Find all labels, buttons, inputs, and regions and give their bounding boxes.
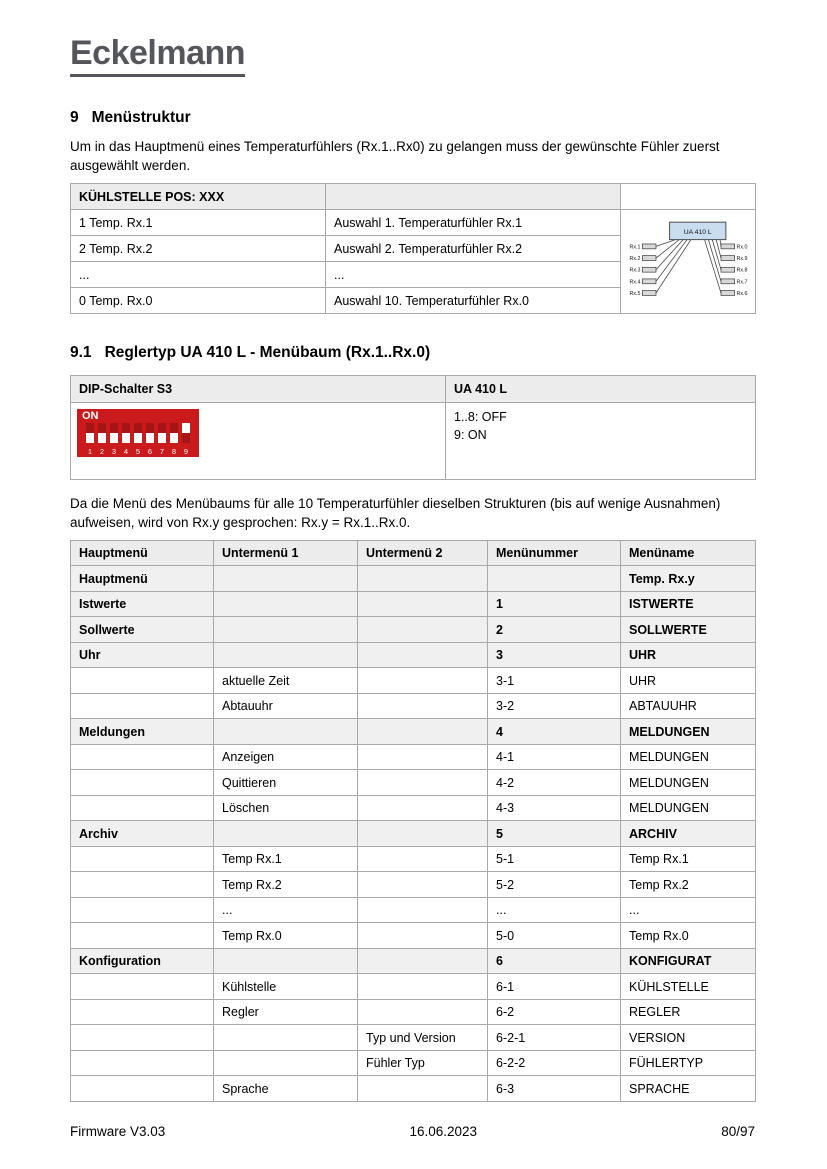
menu-table-cell	[71, 1025, 214, 1051]
menu-table-cell: REGLER	[621, 999, 756, 1025]
dip-switch-handle	[86, 433, 94, 443]
menu-table-cell	[358, 974, 488, 1000]
selection-table-row	[71, 210, 756, 236]
menu-table-cell: Temp. Rx.y	[621, 566, 756, 592]
menu-table-cell: 6-1	[488, 974, 621, 1000]
menu-table-cell	[488, 566, 621, 592]
menu-table-cell	[71, 693, 214, 719]
menu-table-cell: ...	[621, 897, 756, 923]
menu-table-cell: Temp Rx.1	[621, 846, 756, 872]
menu-table-cell: MELDUNGEN	[621, 744, 756, 770]
menu-table-cell	[214, 617, 358, 643]
menu-table-cell	[71, 795, 214, 821]
menu-table-cell: Sprache	[214, 1076, 358, 1102]
selection-table-cell: ...	[326, 262, 621, 288]
menu-table-cell: ABTAUUHR	[621, 693, 756, 719]
menu-table-cell: 2	[488, 617, 621, 643]
dip-switch-handle	[110, 433, 118, 443]
menu-table-cell: Konfiguration	[71, 948, 214, 974]
menu-tree-table	[70, 540, 756, 1102]
menu-table-cell: 4-1	[488, 744, 621, 770]
menu-table-cell: Quittieren	[214, 770, 358, 796]
menu-table-cell: 5-1	[488, 846, 621, 872]
section-9-1-number: 9.1	[70, 344, 92, 361]
menu-table-cell: 5-0	[488, 923, 621, 949]
dip-switch-number: 8	[171, 447, 177, 456]
menu-table-cell	[214, 1050, 358, 1076]
menu-table-cell	[358, 642, 488, 668]
menu-table-cell: Temp Rx.1	[214, 846, 358, 872]
footer-date: 16.06.2023	[409, 1124, 478, 1139]
menu-table-cell: aktuelle Zeit	[214, 668, 358, 694]
dip-on-label: ON	[82, 410, 99, 422]
menu-table-row	[71, 1025, 756, 1051]
menu-table-row	[71, 770, 756, 796]
controller-wiring-diagram	[623, 215, 754, 305]
eckelmann-logo: Eckelmann	[70, 36, 245, 77]
menu-table-row	[71, 1050, 756, 1076]
port-label: Rx.8	[736, 267, 748, 274]
menu-table-cell: 6-2-1	[488, 1025, 621, 1051]
section-9-1-title: Reglertyp UA 410 L - Menübaum (Rx.1..Rx.0)	[104, 344, 431, 361]
menu-table-cell: VERSION	[621, 1025, 756, 1051]
menu-table-row	[71, 872, 756, 898]
dip-switch-number: 6	[147, 447, 153, 456]
port-label: Rx.9	[736, 256, 748, 262]
menu-table-cell	[358, 668, 488, 694]
dip-switch-5	[134, 423, 142, 443]
menu-table-cell	[358, 923, 488, 949]
menu-table-row	[71, 1076, 756, 1102]
menu-table-cell	[358, 591, 488, 617]
menu-table-cell	[71, 770, 214, 796]
port-label: Rx.7	[736, 279, 748, 286]
dip-switch-handle	[146, 433, 154, 443]
menu-table-cell	[358, 821, 488, 847]
diagram-cell	[621, 210, 756, 314]
port-label: Rx.6	[736, 290, 748, 297]
menu-table-column-header: Menünummer	[488, 541, 621, 566]
menu-table-cell: ISTWERTE	[621, 591, 756, 617]
menu-table-cell: 3-2	[488, 693, 621, 719]
section-9-title: Menüstruktur	[91, 108, 191, 126]
dip-switch-7	[158, 423, 166, 443]
menu-table-cell: Temp Rx.0	[214, 923, 358, 949]
menu-table-cell: Fühler Typ	[358, 1050, 488, 1076]
menu-table-cell: Temp Rx.2	[621, 872, 756, 898]
selection-table-cell: ...	[71, 262, 326, 288]
menu-table-cell	[71, 668, 214, 694]
page-footer	[70, 1124, 755, 1139]
dip-table-body-row	[71, 403, 756, 480]
section-9-1-heading	[70, 344, 755, 362]
menu-table-cell: Löschen	[214, 795, 358, 821]
menu-table-row	[71, 591, 756, 617]
dip-number-row	[86, 447, 190, 456]
menu-table-cell: MELDUNGEN	[621, 719, 756, 745]
menu-table-cell	[214, 821, 358, 847]
menu-table-cell: Abtauuhr	[214, 693, 358, 719]
menu-table-cell: 5	[488, 821, 621, 847]
menu-table-cell: 5-2	[488, 872, 621, 898]
menu-table-cell	[358, 897, 488, 923]
menu-table-column-header: Untermenü 2	[358, 541, 488, 566]
dip-table-header-row	[71, 376, 756, 403]
menu-table-row	[71, 795, 756, 821]
menu-table-column-header: Hauptmenü	[71, 541, 214, 566]
footer-firmware-version: Firmware V3.03	[70, 1124, 166, 1139]
dip-switch-handle	[134, 433, 142, 443]
dip-switch-2	[98, 423, 106, 443]
menu-table-cell: 1	[488, 591, 621, 617]
menu-table-cell	[71, 1076, 214, 1102]
selection-table-header-row	[71, 184, 756, 210]
menu-table-cell	[71, 1050, 214, 1076]
menu-table-cell	[71, 744, 214, 770]
device-label: UA 410 L	[683, 228, 712, 236]
menu-table-cell: Sollwerte	[71, 617, 214, 643]
menu-table-cell: Regler	[214, 999, 358, 1025]
dip-settings-cell	[446, 403, 756, 480]
menu-table-cell: MELDUNGEN	[621, 795, 756, 821]
menu-table-row	[71, 617, 756, 643]
dip-switch-graphic	[77, 409, 199, 457]
dip-switch-6	[146, 423, 154, 443]
menu-table-cell: KÜHLSTELLE	[621, 974, 756, 1000]
section-9-intro: Um in das Hauptmenü eines Temperaturfühlers (Rx.1..Rx0) zu gelangen muss der gewünschte Fühler zuerst ausgewählt werden.	[70, 138, 720, 173]
menu-table-cell	[358, 693, 488, 719]
dip-switch-handle	[122, 433, 130, 443]
dip-table-header-left: DIP-Schalter S3	[71, 376, 446, 403]
menu-table-cell	[358, 719, 488, 745]
selection-table-header-spacer	[326, 184, 621, 210]
dip-table-header-right: UA 410 L	[446, 376, 756, 403]
menu-table-cell: 6-3	[488, 1076, 621, 1102]
dip-switch-number: 2	[99, 447, 105, 456]
dip-setting-line: 9: ON	[454, 427, 487, 442]
menu-table-cell: Typ und Version	[358, 1025, 488, 1051]
menu-table-cell	[214, 642, 358, 668]
menu-table-row	[71, 744, 756, 770]
menu-table-cell	[358, 872, 488, 898]
menu-table-cell	[358, 1076, 488, 1102]
menu-table-cell	[214, 591, 358, 617]
selection-table-cell: Auswahl 10. Temperaturfühler Rx.0	[326, 288, 621, 314]
menu-table-row	[71, 897, 756, 923]
dip-switch-number: 7	[159, 447, 165, 456]
menu-table-cell: SPRACHE	[621, 1076, 756, 1102]
menu-table-cell	[214, 566, 358, 592]
footer-page-number: 80/97	[721, 1124, 755, 1139]
port-label: Rx.3	[629, 267, 641, 274]
menu-table-cell: Meldungen	[71, 719, 214, 745]
selection-table-cell: 0 Temp. Rx.0	[71, 288, 326, 314]
menu-table-row	[71, 999, 756, 1025]
selection-table-cell: 1 Temp. Rx.1	[71, 210, 326, 236]
menu-table-cell: FÜHLERTYP	[621, 1050, 756, 1076]
menu-table-cell	[358, 795, 488, 821]
menu-table-cell: Uhr	[71, 642, 214, 668]
menu-table-cell	[214, 719, 358, 745]
menu-table-cell	[358, 566, 488, 592]
menu-table-cell	[358, 744, 488, 770]
menu-table-row	[71, 846, 756, 872]
menu-table-cell	[358, 846, 488, 872]
selection-table-cell: Auswahl 1. Temperaturfühler Rx.1	[326, 210, 621, 236]
menu-table-cell	[358, 999, 488, 1025]
menu-table-cell	[71, 999, 214, 1025]
menu-table-row	[71, 642, 756, 668]
sensor-selection-table	[70, 183, 756, 314]
dip-switch-handle	[158, 433, 166, 443]
dip-switch-number: 1	[87, 447, 93, 456]
menu-table-cell: ...	[488, 897, 621, 923]
menu-table-cell: Kühlstelle	[214, 974, 358, 1000]
menu-table-cell: 4-3	[488, 795, 621, 821]
menu-table-cell: KONFIGURAT	[621, 948, 756, 974]
menu-table-column-header: Menüname	[621, 541, 756, 566]
dip-switch-1	[86, 423, 94, 443]
menu-table-cell: Hauptmenü	[71, 566, 214, 592]
dip-switch-number: 4	[123, 447, 129, 456]
menu-table-cell	[214, 948, 358, 974]
menu-table-row	[71, 693, 756, 719]
dip-switch-9	[182, 423, 190, 443]
menu-table-row	[71, 923, 756, 949]
port-label: Rx.2	[629, 256, 641, 262]
section-9-1-paragraph: Da die Menü des Menübaums für alle 10 Temperaturfühler dieselben Strukturen (bis auf wenige Ausnahmen) aufweisen, wird von Rx.y gesprochen: Rx.y = Rx.1..Rx.0.	[70, 496, 721, 531]
menu-table-cell	[71, 923, 214, 949]
dip-switch-4	[122, 423, 130, 443]
menu-table-cell: 6-2	[488, 999, 621, 1025]
menu-table-cell: 3	[488, 642, 621, 668]
menu-table-cell: Istwerte	[71, 591, 214, 617]
menu-table-cell	[358, 617, 488, 643]
section-9-number: 9	[70, 108, 79, 126]
dip-graphic-cell	[71, 403, 446, 480]
dip-switch-8	[170, 423, 178, 443]
menu-table-cell	[358, 948, 488, 974]
dip-switch-number: 3	[111, 447, 117, 456]
menu-table-cell: Anzeigen	[214, 744, 358, 770]
dip-switch-number: 9	[183, 447, 189, 456]
menu-table-cell: UHR	[621, 668, 756, 694]
menu-table-row	[71, 821, 756, 847]
menu-table-cell: Temp Rx.0	[621, 923, 756, 949]
menu-table-row	[71, 948, 756, 974]
menu-table-row	[71, 974, 756, 1000]
dip-switch-number: 5	[135, 447, 141, 456]
menu-table-cell: ...	[214, 897, 358, 923]
menu-table-cell: ARCHIV	[621, 821, 756, 847]
menu-table-row	[71, 668, 756, 694]
menu-table-cell: 6	[488, 948, 621, 974]
menu-table-cell	[71, 872, 214, 898]
port-label: Rx.0	[736, 244, 748, 251]
menu-table-cell	[71, 974, 214, 1000]
menu-table-cell: UHR	[621, 642, 756, 668]
menu-table-cell	[71, 897, 214, 923]
selection-table-cell: 2 Temp. Rx.2	[71, 236, 326, 262]
dip-switch-handle	[182, 423, 190, 433]
menu-table-cell: Temp Rx.2	[214, 872, 358, 898]
menu-table-column-header: Untermenü 1	[214, 541, 358, 566]
port-label: Rx.1	[629, 244, 641, 251]
dip-setting-line: 1..8: OFF	[454, 410, 507, 424]
port-label: Rx.5	[629, 290, 641, 297]
menu-table-cell	[358, 770, 488, 796]
menu-table-row	[71, 566, 756, 592]
menu-table-cell: 3-1	[488, 668, 621, 694]
menu-table-cell	[214, 1025, 358, 1051]
menu-table-header-row	[71, 541, 756, 566]
selection-table-header-cell: KÜHLSTELLE POS: XXX	[71, 184, 326, 210]
dip-switch-row	[86, 423, 190, 443]
menu-table-cell: 4-2	[488, 770, 621, 796]
dip-switch-3	[110, 423, 118, 443]
menu-table-cell: MELDUNGEN	[621, 770, 756, 796]
menu-table-cell: 4	[488, 719, 621, 745]
dip-switch-handle	[170, 433, 178, 443]
port-label: Rx.4	[629, 279, 641, 286]
menu-table-cell: Archiv	[71, 821, 214, 847]
menu-table-cell: SOLLWERTE	[621, 617, 756, 643]
dip-switch-handle	[98, 433, 106, 443]
selection-table-cell: Auswahl 2. Temperaturfühler Rx.2	[326, 236, 621, 262]
section-9-heading	[70, 109, 755, 127]
dip-switch-table	[70, 375, 756, 480]
selection-table-header-diagram-spacer	[621, 184, 756, 210]
menu-table-row	[71, 719, 756, 745]
menu-table-cell	[71, 846, 214, 872]
menu-table-cell: 6-2-2	[488, 1050, 621, 1076]
